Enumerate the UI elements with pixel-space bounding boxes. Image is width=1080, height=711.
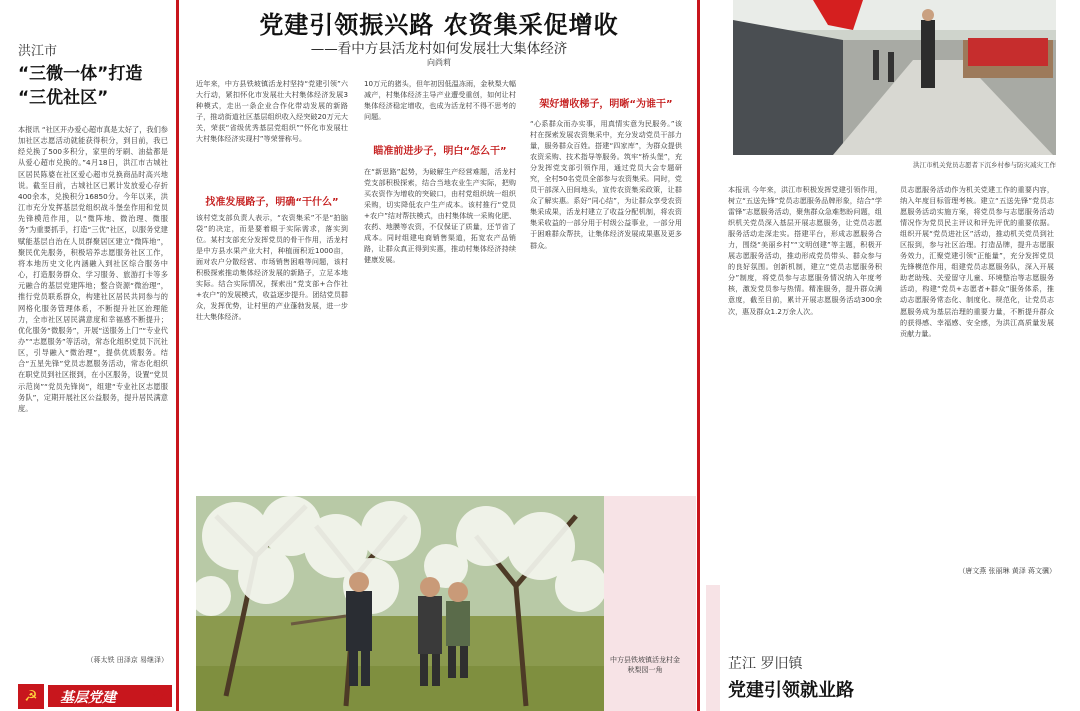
center-author: 向尚莉	[427, 58, 451, 67]
left-article-body: 本报讯 “社区开办爱心超市真是太好了，我们参加社区志愿活动就能获得积分，到目前，我已经兑换了500多积分，家里的牙刷、油盐都是从爱心超市兑换的。”4月18日，洪江市古城社区居民陈婆在社区爱心超市兑换商品时高兴地说。截至目前，古城社区已累计发放爱心存折400余本，兑换积分16850分。今年以来，洪江市充分发挥基层党组织战斗堡垒作用和党员先锋模范作用，以“微阵地、微治理、微服务”为重要抓手，打造“三优”社区，以服务党建赋能基层自治在人员群聚居区建立“微阵地”，聚民优先服务，积极培养志愿服务社区工作，将本地历史文化内涵融入到社区综合服务中心，打造服务群众、学习服务、旅游打卡等多元融合的基层党建阵地；整合资源“微治理”，推行党员联系群众，构建社区居民共同参与的网格化服务管理体系，不断提升社区治理能力，全市社区居民满意度和幸福感不断提升；优化服务“微服务”，开展“送服务上门”“专业代办”“志愿服务”等活动，常态化组织党员下沉社区，引导融入“微治理”，提供优质服务。结合“五星先锋”党员志愿服务活动，常态化组织在职党员到社区报到，在小区服务，设置“党员示范岗”“党员先锋岗”，组建“专业社区志愿服务队”，定期开展社区公益服务，提升居民满意度。	[18, 125, 168, 413]
right-col2-body: 员志愿服务活动作为机关党建工作的重要内容，纳入年度目标管理考核。建立“五送先锋”党员志愿服务活动实施方案，将党员参与志愿服务活动情况作为党员民主评议和评先评优的重要依据。组织开展“党员进社区”活动，推动机关党员到社区报到，参与社区治理。打造品牌，提升志愿服务效力，汇聚党建引领“正能量”，充分发挥党员先锋模范作用，组建党员志愿服务队，深入开展助老助残、关爱留守儿童、环境整治等志愿服务活动，构建“党员+志愿者+群众”服务体系，推动志愿服务常态化、制度化、规范化，让党员志愿服务成为基层治理的重要力量，不断提升群众的获得感、幸福感、安全感，为洪江高质量发展贡献力量。	[900, 185, 1054, 338]
orchard-photo-caption: 中方县铁坡镇活龙村金秋梨园一角	[610, 656, 680, 674]
star-icon: ★	[152, 687, 166, 705]
center-headline: 党建引领振兴路 农资集采促增收	[259, 11, 619, 39]
center-col2-intro: 10万元的猪头，但年初因低温冻雨，金秋梨大幅减产，村集体经济主导产业遭受重创，如何让村集体经济稳定增收，也成为活龙村不得不思考的问题。	[364, 79, 516, 122]
center-article	[182, 0, 696, 711]
volunteer-photo-caption: 洪江市机关党员志愿者下沉乡村参与防灾减灾工作	[913, 161, 1056, 169]
bottom-article-headline: 党建引领就业路	[728, 680, 854, 701]
pink-side-band	[706, 585, 720, 711]
right-col1-body: 本报讯 今年来，洪江市积极发挥党建引领作用，树立“五送先锋”党员志愿服务品牌形象，结合“学雷锋”志愿服务活动，聚焦群众急难愁盼问题，组织机关党员深入基层开展志愿服务，让党员志愿服务活动走深走实。搭建平台，形成志愿服务合力，围绕“美丽乡村”“文明创建”等主题，积极开展志愿服务活动，推动形成党员带头、群众参与的良好氛围。创新机制，建立“党员志愿服务积分”制度，将党员参与志愿服务情况纳入年度考核，激发党员参与热情。精准服务，提升群众满意度，截至目前，累计开展志愿服务活动300余次，惠及群众1.2万余人次。	[728, 185, 882, 316]
center-col2-section-title: 瞄准前进步子，明白“怎么干”	[373, 146, 507, 157]
left-article-kicker: 洪江市	[18, 44, 58, 59]
volunteer-photo-image	[733, 0, 1056, 155]
left-article-headline	[18, 62, 168, 110]
right-article-byline: （唐文燕 张丽琳 黄泽 蒋文骥）	[958, 567, 1056, 575]
bottom-article-kicker: 芷江 罗旧镇	[728, 656, 803, 672]
left-headline-line-1: “三微一体”打造	[18, 64, 143, 84]
column-brand	[18, 684, 168, 709]
red-divider-right	[697, 0, 700, 711]
center-col3-body: “心系群众而办实事，用真情实意为民服务。”该村在探索发展农资集采中，充分发动党员干部力量，服务群众百姓。搭建“四家库”，为群众提供农资采购、技术指导等服务。筑牢“桥头堡”，充分发挥党支部引领作用，通过党员大会专题研究，全村50名党员全部参与农资集采。同时，党员干部深入田间地头，宣传农资集采政策，让群众了解实惠。系好“同心结”，为让群众享受农资集采成果，活龙村建立了收益分配机制，将农资集采收益的一部分用于村级公益事业，一部分用于困难群众帮扶，让集体经济发展成果惠及更多群众。	[530, 119, 682, 250]
center-col1-section-title: 找准发展路子，明确“干什么”	[205, 197, 339, 208]
volunteer-photo	[733, 0, 1056, 155]
center-col3-section-title: 架好增收梯子，明晰“为谁干”	[539, 99, 673, 110]
party-emblem-icon: ☭	[18, 684, 44, 709]
right-article	[706, 0, 1080, 711]
left-article-byline: （蒋太铁 田泽京 易继泽）	[86, 656, 168, 664]
brand-label: 基层党建	[60, 690, 116, 706]
orchard-photo-image	[196, 496, 604, 711]
red-divider-left	[176, 0, 179, 711]
orchard-photo	[196, 496, 604, 711]
center-col2-body: 在“新思路”起势，为破解生产经营难题，活龙村党支部积极探索，结合当地农业生产实际，把购买农资作为增收的突破口，由村党组织统一组织采购，切实降低农户生产成本。该村推行“党员+农户”结对帮扶模式，由村集体统一采购化肥、农药、地膜等农资，不仅保证了质量，还节省了成本。同时组建电商销售渠道，拓宽农产品销路，让群众真正得到实惠，推动村集体经济持续健康发展。	[364, 167, 516, 265]
left-headline-line-2: “三优社区”	[18, 88, 109, 108]
center-col1-body: 该村党支部负责人表示，“农资集采”不是“拍脑袋”的决定，而是要着眼于实际需求，落实到位。某村支部充分发挥党员的骨干作用，活龙村是中方县水果产业大村，种植面积近1000亩，面对农户分散经营、市场销售困难等问题，该村积极探索推动集体经济发展的新路子，立足本地实际。结合实际情况，探索出“党支部+合作社+农户”的发展模式，收益逐步提升。团结党员群众，发挥优势，让村里的产业蓬勃发展，进一步壮大集体经济。	[196, 213, 348, 322]
center-col1-intro: 近年来，中方县铁坡镇活龙村坚持“党建引领”六大行动，紧扣怀化市发展壮大村集体经济发展3种模式，走出一条企业合作化带动发展的新路子，推动街道社区基层组织收入经突破20万元大关，荣获“省级优秀基层党组织”“怀化市发展壮大村集体经济实现村”等荣誉称号。	[196, 79, 348, 144]
caption-band	[604, 496, 696, 711]
center-subtitle: ——看中方县活龙村如何发展壮大集体经济	[310, 41, 568, 57]
left-column	[0, 0, 172, 711]
